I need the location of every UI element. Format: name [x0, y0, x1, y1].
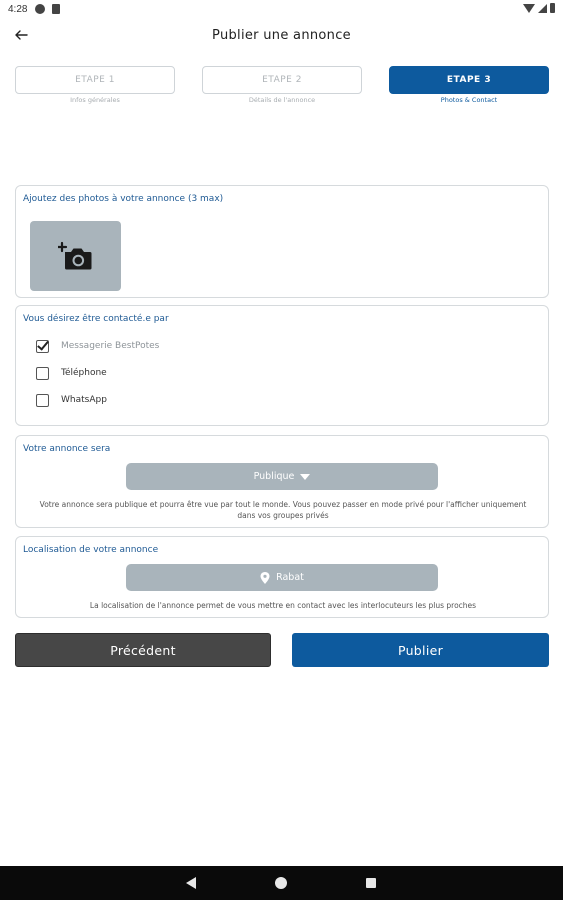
location-section — [15, 536, 549, 618]
option-messaging-label: Messagerie BestPotes — [61, 341, 160, 351]
option-whatsapp-label: WhatsApp — [61, 395, 107, 405]
contact-title: Vous désirez être contacté.e par — [23, 314, 169, 324]
option-messaging[interactable] — [36, 338, 159, 354]
checkbox-phone[interactable] — [36, 367, 49, 380]
app-bar — [0, 20, 563, 52]
step-3[interactable] — [389, 66, 549, 104]
location-button[interactable] — [126, 564, 438, 591]
contact-section — [15, 305, 549, 426]
status-bar — [0, 0, 563, 20]
visibility-dropdown[interactable] — [126, 463, 438, 490]
signal-icon — [538, 4, 547, 13]
option-whatsapp[interactable] — [36, 392, 107, 408]
step-3-label: ETAPE 3 — [389, 66, 549, 94]
step-1-label: ETAPE 1 — [15, 66, 175, 94]
location-help: La localisation de l'annonce permet de vous mettre en contact avec les interlocuteurs les plus proches — [89, 601, 477, 610]
visibility-section — [15, 435, 549, 528]
photos-title: Ajoutez des photos à votre annonce (3 max) — [23, 194, 224, 204]
nav-home-icon[interactable] — [275, 877, 287, 889]
step-indicator — [15, 66, 549, 106]
page-title: Publier une annonce — [212, 28, 351, 43]
system-nav-bar — [0, 866, 563, 900]
caret-down-icon — [300, 474, 310, 480]
step-1-subtitle: Infos générales — [70, 96, 120, 104]
checkbox-whatsapp[interactable] — [36, 394, 49, 407]
option-phone[interactable] — [36, 365, 107, 381]
wifi-icon — [523, 4, 535, 13]
battery-icon — [550, 3, 555, 13]
visibility-title: Votre annonce sera — [23, 444, 111, 454]
visibility-help: Votre annonce sera publique et pourra être vue par tout le monde. Vous pouvez passer en mode privé pour l'afficher uniquement dans vos groupes privés — [39, 500, 527, 520]
add-photo-button[interactable] — [30, 221, 121, 291]
nav-recents-icon[interactable] — [366, 878, 376, 888]
location-pin-icon — [260, 572, 270, 584]
step-2[interactable] — [202, 66, 362, 104]
previous-button[interactable]: Précédent — [15, 633, 271, 667]
nav-back-icon[interactable] — [186, 877, 196, 889]
add-photo-icon — [58, 240, 94, 272]
publish-button[interactable]: Publier — [292, 633, 549, 667]
visibility-value: Publique — [253, 471, 295, 482]
location-title: Localisation de votre annonce — [23, 545, 159, 555]
step-1[interactable] — [15, 66, 175, 104]
location-value: Rabat — [276, 572, 304, 583]
status-icons — [523, 3, 555, 13]
google-icon — [35, 4, 45, 14]
step-2-label: ETAPE 2 — [202, 66, 362, 94]
checkbox-messaging[interactable] — [36, 340, 49, 353]
step-3-subtitle: Photos & Contact — [440, 96, 498, 104]
status-time: 4:28 — [8, 4, 28, 15]
step-2-subtitle: Détails de l'annonce — [248, 96, 316, 104]
option-phone-label: Téléphone — [61, 368, 107, 378]
sd-card-icon — [52, 4, 60, 14]
photos-section — [15, 185, 549, 298]
